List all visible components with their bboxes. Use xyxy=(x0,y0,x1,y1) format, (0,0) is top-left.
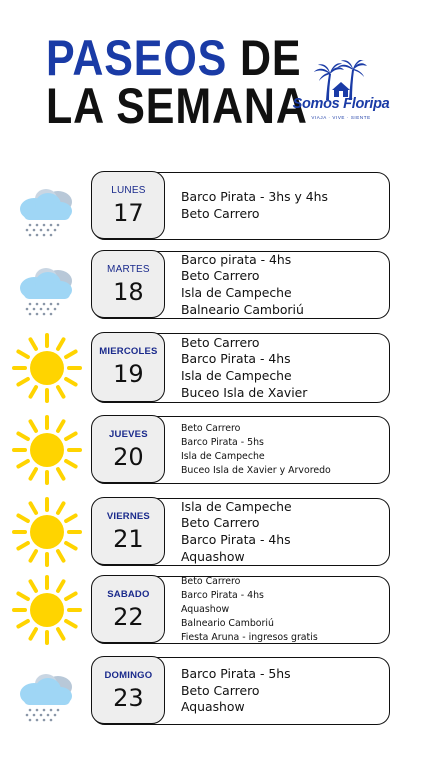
title-de: DE xyxy=(240,30,302,86)
activity-list xyxy=(181,417,383,483)
activity-item: Balneario Camboriú xyxy=(181,618,274,629)
sun-icon xyxy=(12,575,82,645)
date-box xyxy=(91,656,165,724)
page-title xyxy=(46,30,308,134)
date-box xyxy=(91,415,165,483)
day-row xyxy=(0,498,432,566)
activity-item: Beto Carrero xyxy=(181,423,241,434)
activity-item: Barco Pirata - 4hs xyxy=(181,532,291,547)
rain-cloud-icon xyxy=(12,182,82,252)
activity-item: Aquashow xyxy=(181,699,245,715)
activity-item: Beto Carrero xyxy=(181,206,260,221)
activity-item: Isla de Campeche xyxy=(181,285,292,300)
day-name: LUNES xyxy=(111,185,146,197)
date-box xyxy=(91,332,165,402)
sun-icon xyxy=(12,333,82,403)
date-box xyxy=(91,250,165,318)
activity-item: Isla de Campeche xyxy=(181,368,292,383)
brand-name: Somos Floripa xyxy=(292,96,390,112)
rain-cloud-icon xyxy=(12,667,82,737)
activity-item: Barco Pirata - 4hs xyxy=(181,590,264,601)
day-card xyxy=(92,576,390,644)
activity-item: Isla de Campeche xyxy=(181,498,292,514)
day-card xyxy=(92,416,390,484)
activity-item: Beto Carrero xyxy=(181,268,260,284)
day-number: 18 xyxy=(113,278,144,307)
day-number: 21 xyxy=(113,525,144,554)
day-number: 17 xyxy=(113,199,144,228)
activity-item: Barco pirata - 4hs xyxy=(181,251,292,267)
day-row xyxy=(0,172,432,240)
day-name: JUEVES xyxy=(109,429,148,441)
activity-item: Buceo Isla de Xavier xyxy=(181,384,308,400)
activity-item: Balneario Camboriú xyxy=(181,301,304,317)
title-paseos: PASEOS xyxy=(46,30,228,86)
activity-item: Fiesta Aruna - ingresos gratis xyxy=(181,632,318,643)
activity-item: Barco Pirata - 5hs xyxy=(181,437,264,448)
activity-item: Buceo Isla de Xavier y Arvoredo xyxy=(181,465,331,476)
day-card xyxy=(92,333,390,403)
day-row xyxy=(0,657,432,725)
activity-list xyxy=(181,658,383,724)
brand-tagline: VIAJA · VIVE · SIENTE xyxy=(311,115,371,120)
day-name: DOMINGO xyxy=(104,670,153,682)
day-card xyxy=(92,498,390,566)
day-row xyxy=(0,416,432,484)
day-card xyxy=(92,657,390,725)
activity-item: Barco Pirata - 5hs xyxy=(181,665,291,681)
date-box xyxy=(91,575,165,643)
activity-list xyxy=(181,577,383,643)
day-row xyxy=(0,576,432,644)
day-name: MIERCOLES xyxy=(99,346,158,358)
palm-house-icon xyxy=(286,60,396,100)
day-name: SABADO xyxy=(107,589,150,601)
date-box xyxy=(91,497,165,565)
activity-item: Beto Carrero xyxy=(181,334,260,350)
day-row xyxy=(0,251,432,319)
day-name: MARTES xyxy=(107,264,150,276)
date-box xyxy=(91,171,165,239)
title-la-semana: LA SEMANA xyxy=(46,78,308,134)
activity-item: Isla de Campeche xyxy=(181,451,265,462)
day-card xyxy=(92,172,390,240)
activity-list xyxy=(181,252,383,318)
brand-logo xyxy=(286,60,396,130)
day-number: 19 xyxy=(113,360,144,389)
activity-item: Aquashow xyxy=(181,548,245,564)
activity-list xyxy=(181,173,383,239)
day-name: VIERNES xyxy=(106,511,150,523)
activity-item: Beto Carrero xyxy=(181,576,241,587)
day-row xyxy=(0,333,432,403)
day-number: 22 xyxy=(113,603,144,632)
activity-item: Beto Carrero xyxy=(181,682,260,698)
activity-item: Beto Carrero xyxy=(181,515,260,531)
day-card xyxy=(92,251,390,319)
activity-list xyxy=(181,499,383,565)
activity-item: Aquashow xyxy=(181,604,230,615)
activity-item: Barco Pirata - 3hs y 4hs xyxy=(181,189,328,205)
sun-icon xyxy=(12,497,82,567)
day-number: 23 xyxy=(113,684,144,713)
activity-list xyxy=(181,334,383,402)
sun-icon xyxy=(12,415,82,485)
rain-cloud-icon xyxy=(12,261,82,331)
day-number: 20 xyxy=(113,443,144,472)
activity-item: Barco Pirata - 4hs xyxy=(181,351,291,367)
